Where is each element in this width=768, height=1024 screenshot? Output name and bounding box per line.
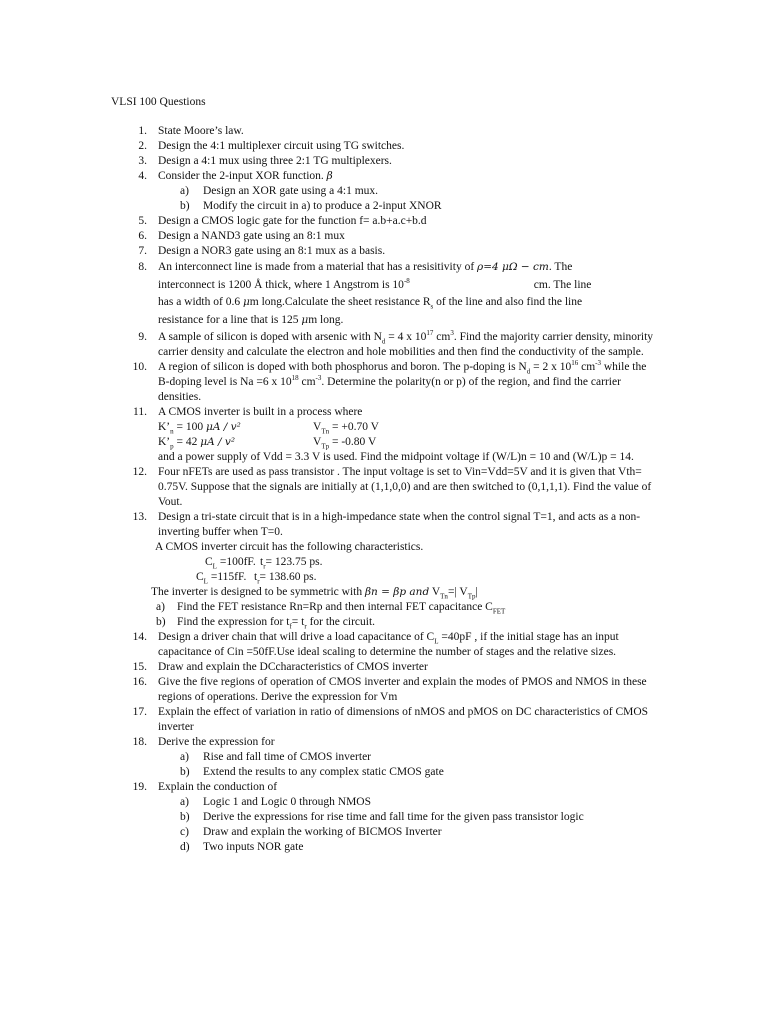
question-15 xyxy=(111,660,656,675)
subscript: r xyxy=(257,577,260,586)
subpart-label: a) xyxy=(180,185,189,197)
question-number: 2. xyxy=(138,140,147,152)
time-label: t xyxy=(254,571,258,583)
question-number: 8. xyxy=(138,261,147,273)
question-text: =40pF , if the initial stage has an input capacitance of Cin =50fF.Use ideal scaling to determine the number of stages and the relative sizes. xyxy=(158,631,619,658)
cap-label: C xyxy=(196,571,204,583)
subpart-13b xyxy=(111,615,656,630)
question-text: Design a NAND3 gate using an 8:1 mux xyxy=(158,230,345,242)
question-text: Design the 4:1 multiplexer circuit using TG switches. xyxy=(158,140,405,152)
design-text: The inverter is designed to be symmetric with xyxy=(151,586,363,598)
subpart-text: Find the FET resistance Rn=Rp and then internal FET capacitance C xyxy=(177,601,493,613)
subpart-text: Find the expression for t xyxy=(177,616,290,628)
param-value: = 42 xyxy=(173,436,198,448)
question-text: Design a driver chain that will drive a load capacitance of C xyxy=(158,631,435,643)
question-number: 1. xyxy=(138,125,147,137)
question-7 xyxy=(111,244,656,259)
exponent: 3 xyxy=(450,329,454,338)
question-number: 15. xyxy=(132,661,147,673)
question-8 xyxy=(111,259,656,329)
subscript: r xyxy=(263,562,266,571)
question-number: 19. xyxy=(132,781,147,793)
question-text: A region of silicon is doped with both phosphorus and boron. The p-doping is N xyxy=(158,361,527,373)
exponent: 18 xyxy=(291,374,299,383)
subpart-text: Derive the expressions for rise time and fall time for the given pass transistor logic xyxy=(203,811,584,823)
question-text: State Moore’s law. xyxy=(158,125,244,137)
cap-value: =115fF. xyxy=(207,571,247,583)
subscript: n xyxy=(170,427,174,436)
subpart-label: b) xyxy=(180,766,190,778)
subscript: FET xyxy=(492,607,506,616)
beta-symbol: β xyxy=(326,170,333,182)
question-number: 14. xyxy=(132,631,147,643)
question-9 xyxy=(111,330,656,360)
question-number: 12. xyxy=(132,466,147,478)
param-label: K’ xyxy=(158,421,171,433)
cmos-characteristics-intro xyxy=(111,540,656,555)
subscript: p xyxy=(170,442,174,451)
subscript: L xyxy=(212,562,217,571)
subscript: d xyxy=(526,367,531,376)
param-value: = -0.80 V xyxy=(329,436,377,448)
question-text: Derive the expression for xyxy=(158,736,275,748)
exponent: -3 xyxy=(315,374,322,383)
subscript: s xyxy=(430,302,434,311)
resistivity-equation: ρ=4 μΩ − cm xyxy=(477,261,549,273)
subpart-text: for the circuit. xyxy=(306,616,376,628)
param-label: V xyxy=(313,421,322,433)
question-text: = 2 x 10 xyxy=(530,361,572,373)
param-value: = 100 xyxy=(173,421,204,433)
characteristics-row-2 xyxy=(111,570,656,585)
question-16 xyxy=(111,675,656,705)
threshold-label: | xyxy=(475,586,478,598)
question-number: 16. xyxy=(132,676,147,688)
document-title: VLSI 100 Questions xyxy=(111,96,206,108)
exponent: -3 xyxy=(595,359,601,368)
question-text: = 4 x 10 xyxy=(385,331,427,343)
subpart-4b xyxy=(111,199,656,214)
question-text: cm xyxy=(298,376,316,388)
question-19 xyxy=(111,780,656,795)
question-14 xyxy=(111,630,656,660)
question-4 xyxy=(111,169,656,184)
subpart-text: Extend the results to any complex static CMOS gate xyxy=(203,766,444,778)
subpart-19a xyxy=(111,795,656,810)
question-text: interconnect is 1200 Å thick, where 1 Angstrom is 10 xyxy=(158,278,404,291)
question-number: 5. xyxy=(138,215,147,227)
question-number: 4. xyxy=(138,170,147,182)
question-number: 6. xyxy=(138,230,147,242)
time-value: = 138.60 ps. xyxy=(259,571,317,583)
question-list xyxy=(111,124,656,855)
question-text: Explain the conduction of xyxy=(158,781,278,793)
question-text: Design a NOR3 gate using an 8:1 mux as a basis. xyxy=(158,245,386,257)
question-13 xyxy=(111,510,656,540)
characteristics-row-1 xyxy=(111,555,656,570)
question-text: Give the five regions of operation of CMOS inverter and explain the modes of PMOS and NMOS in these regions of operations. Derive the expression for Vm xyxy=(158,676,647,703)
subpart-19d xyxy=(111,840,656,855)
question-1 xyxy=(111,124,656,139)
question-text: resistance for a line that is 125 xyxy=(158,313,299,326)
question-3 xyxy=(111,154,656,169)
unit-label: μA / v² xyxy=(200,436,236,448)
question-text: A sample of silicon is doped with arsenic with N xyxy=(158,331,382,343)
exponent: 16 xyxy=(571,359,579,368)
beta-equation: βn = βp and xyxy=(364,586,430,598)
question-number: 3. xyxy=(138,155,147,167)
question-number: 11. xyxy=(133,406,147,418)
subpart-text: Draw and explain the working of BICMOS Inverter xyxy=(203,826,442,838)
question-number: 13. xyxy=(132,511,147,523)
question-text: has a width of 0.6 xyxy=(158,296,241,308)
subpart-text: = t xyxy=(291,616,305,628)
subscript: L xyxy=(434,637,439,646)
question-number: 10. xyxy=(132,361,147,373)
param-label: V xyxy=(313,436,322,448)
question-text: Design a 4:1 mux using three 2:1 TG multiplexers. xyxy=(158,155,392,167)
question-text: of the line and also find the line xyxy=(433,296,583,308)
subpart-label: b) xyxy=(180,200,190,212)
question-12 xyxy=(111,465,656,510)
question-number: 18. xyxy=(132,736,147,748)
subscript: f xyxy=(289,622,292,631)
time-value: = 123.75 ps. xyxy=(265,556,323,568)
cap-value: =100fF. xyxy=(216,556,256,568)
subpart-19c xyxy=(111,825,656,840)
subpart-label: b) xyxy=(180,811,190,823)
question-text: . The xyxy=(548,261,573,273)
subpart-text: Design an XOR gate using a 4:1 mux. xyxy=(203,185,379,197)
param-label: K’ xyxy=(158,436,171,448)
subpart-label: a) xyxy=(180,751,189,763)
question-text: A CMOS inverter is built in a process where xyxy=(158,406,363,418)
question-text: Design a CMOS logic gate for the function f= a.b+a.c+b.d xyxy=(158,215,427,227)
subpart-text: Modify the circuit in a) to produce a 2-input XNOR xyxy=(203,200,442,212)
subpart-label: a) xyxy=(156,601,165,613)
question-text: cm xyxy=(433,331,451,343)
question-number: 17. xyxy=(132,706,147,718)
question-18 xyxy=(111,735,656,750)
subpart-label: d) xyxy=(180,841,190,853)
subscript: Tn xyxy=(321,427,330,436)
subscript: L xyxy=(203,577,208,586)
question-text: m long.Calculate the sheet resistance R xyxy=(249,296,431,308)
question-text: Consider the 2-input XOR function. xyxy=(158,170,324,182)
subscript: Tn xyxy=(440,592,448,601)
subpart-19b xyxy=(111,810,656,825)
question-text: Design a tri-state circuit that is in a high-impedance state when the control signal T=1, and acts as a non-inverting buffer when T=0. xyxy=(158,511,641,538)
question-text: Draw and explain the DCcharacteristics of CMOS inverter xyxy=(158,661,428,673)
symmetric-design-line xyxy=(111,585,656,600)
exponent: -8 xyxy=(403,276,410,285)
subscript: d xyxy=(381,337,386,346)
threshold-label: V xyxy=(431,586,441,598)
subpart-text: Rise and fall time of CMOS inverter xyxy=(203,751,371,763)
question-17 xyxy=(111,705,656,735)
question-5 xyxy=(111,214,656,229)
subscript: Tp xyxy=(321,442,330,451)
subscript: r xyxy=(304,622,307,631)
subpart-text: Logic 1 and Logic 0 through NMOS xyxy=(203,796,372,808)
question-text: m long. xyxy=(308,313,344,326)
unit-label: μA / v² xyxy=(206,421,241,433)
question-text: cm. The line xyxy=(533,278,592,291)
exponent: 17 xyxy=(426,329,434,338)
question-2 xyxy=(111,139,656,154)
question-6 xyxy=(111,229,656,244)
threshold-label: =| V xyxy=(447,586,468,598)
question-text: . Determine the polarity(n or p) of the region, and find the carrier densities. xyxy=(158,376,621,403)
question-text: and a power supply of Vdd = 3.3 V is used. Find the midpoint voltage if (W/L)n = 10 and (W/L)p = 14. xyxy=(158,451,634,463)
cap-label: C xyxy=(205,556,213,568)
subpart-label: b) xyxy=(156,616,166,628)
question-text: while the B-doping level is Na =6 x 10 xyxy=(158,361,647,388)
question-text: Four nFETs are used as pass transistor . The input voltage is set to Vin=Vdd=5V and it is given that Vth= 0.75V. Suppose that the signals are initially at (1,1,0,0) and are then switched to (0,1,1,1). Find the value of Vout. xyxy=(158,466,652,508)
subpart-13a xyxy=(111,600,656,615)
subpart-4a xyxy=(111,184,656,199)
question-text: Explain the effect of variation in ratio of dimensions of nMOS and pMOS on DC characteristics of CMOS inverter xyxy=(158,706,649,733)
question-10 xyxy=(111,360,656,405)
subpart-text: Two inputs NOR gate xyxy=(203,841,304,853)
question-text: . Find the majority carrier density, minority carrier density and calculate the electron and hole mobilities and then find the conductivity of the sample. xyxy=(158,331,654,358)
subpart-18b xyxy=(111,765,656,780)
question-number: 9. xyxy=(138,331,147,343)
subscript: Tp xyxy=(467,592,476,601)
question-text: cm xyxy=(578,361,596,373)
question-11 xyxy=(111,405,656,465)
mu-symbol: μ xyxy=(301,313,309,326)
question-number: 7. xyxy=(138,245,147,257)
param-value: = +0.70 V xyxy=(329,421,379,433)
subpart-label: c) xyxy=(180,826,189,838)
subpart-18a xyxy=(111,750,656,765)
mu-symbol: μ xyxy=(242,296,250,308)
characteristics-text: A CMOS inverter circuit has the following characteristics. xyxy=(155,541,424,553)
time-label: t xyxy=(260,556,264,568)
subpart-label: a) xyxy=(180,796,189,808)
question-text: An interconnect line is made from a material that has a resisitivity of xyxy=(158,261,475,273)
